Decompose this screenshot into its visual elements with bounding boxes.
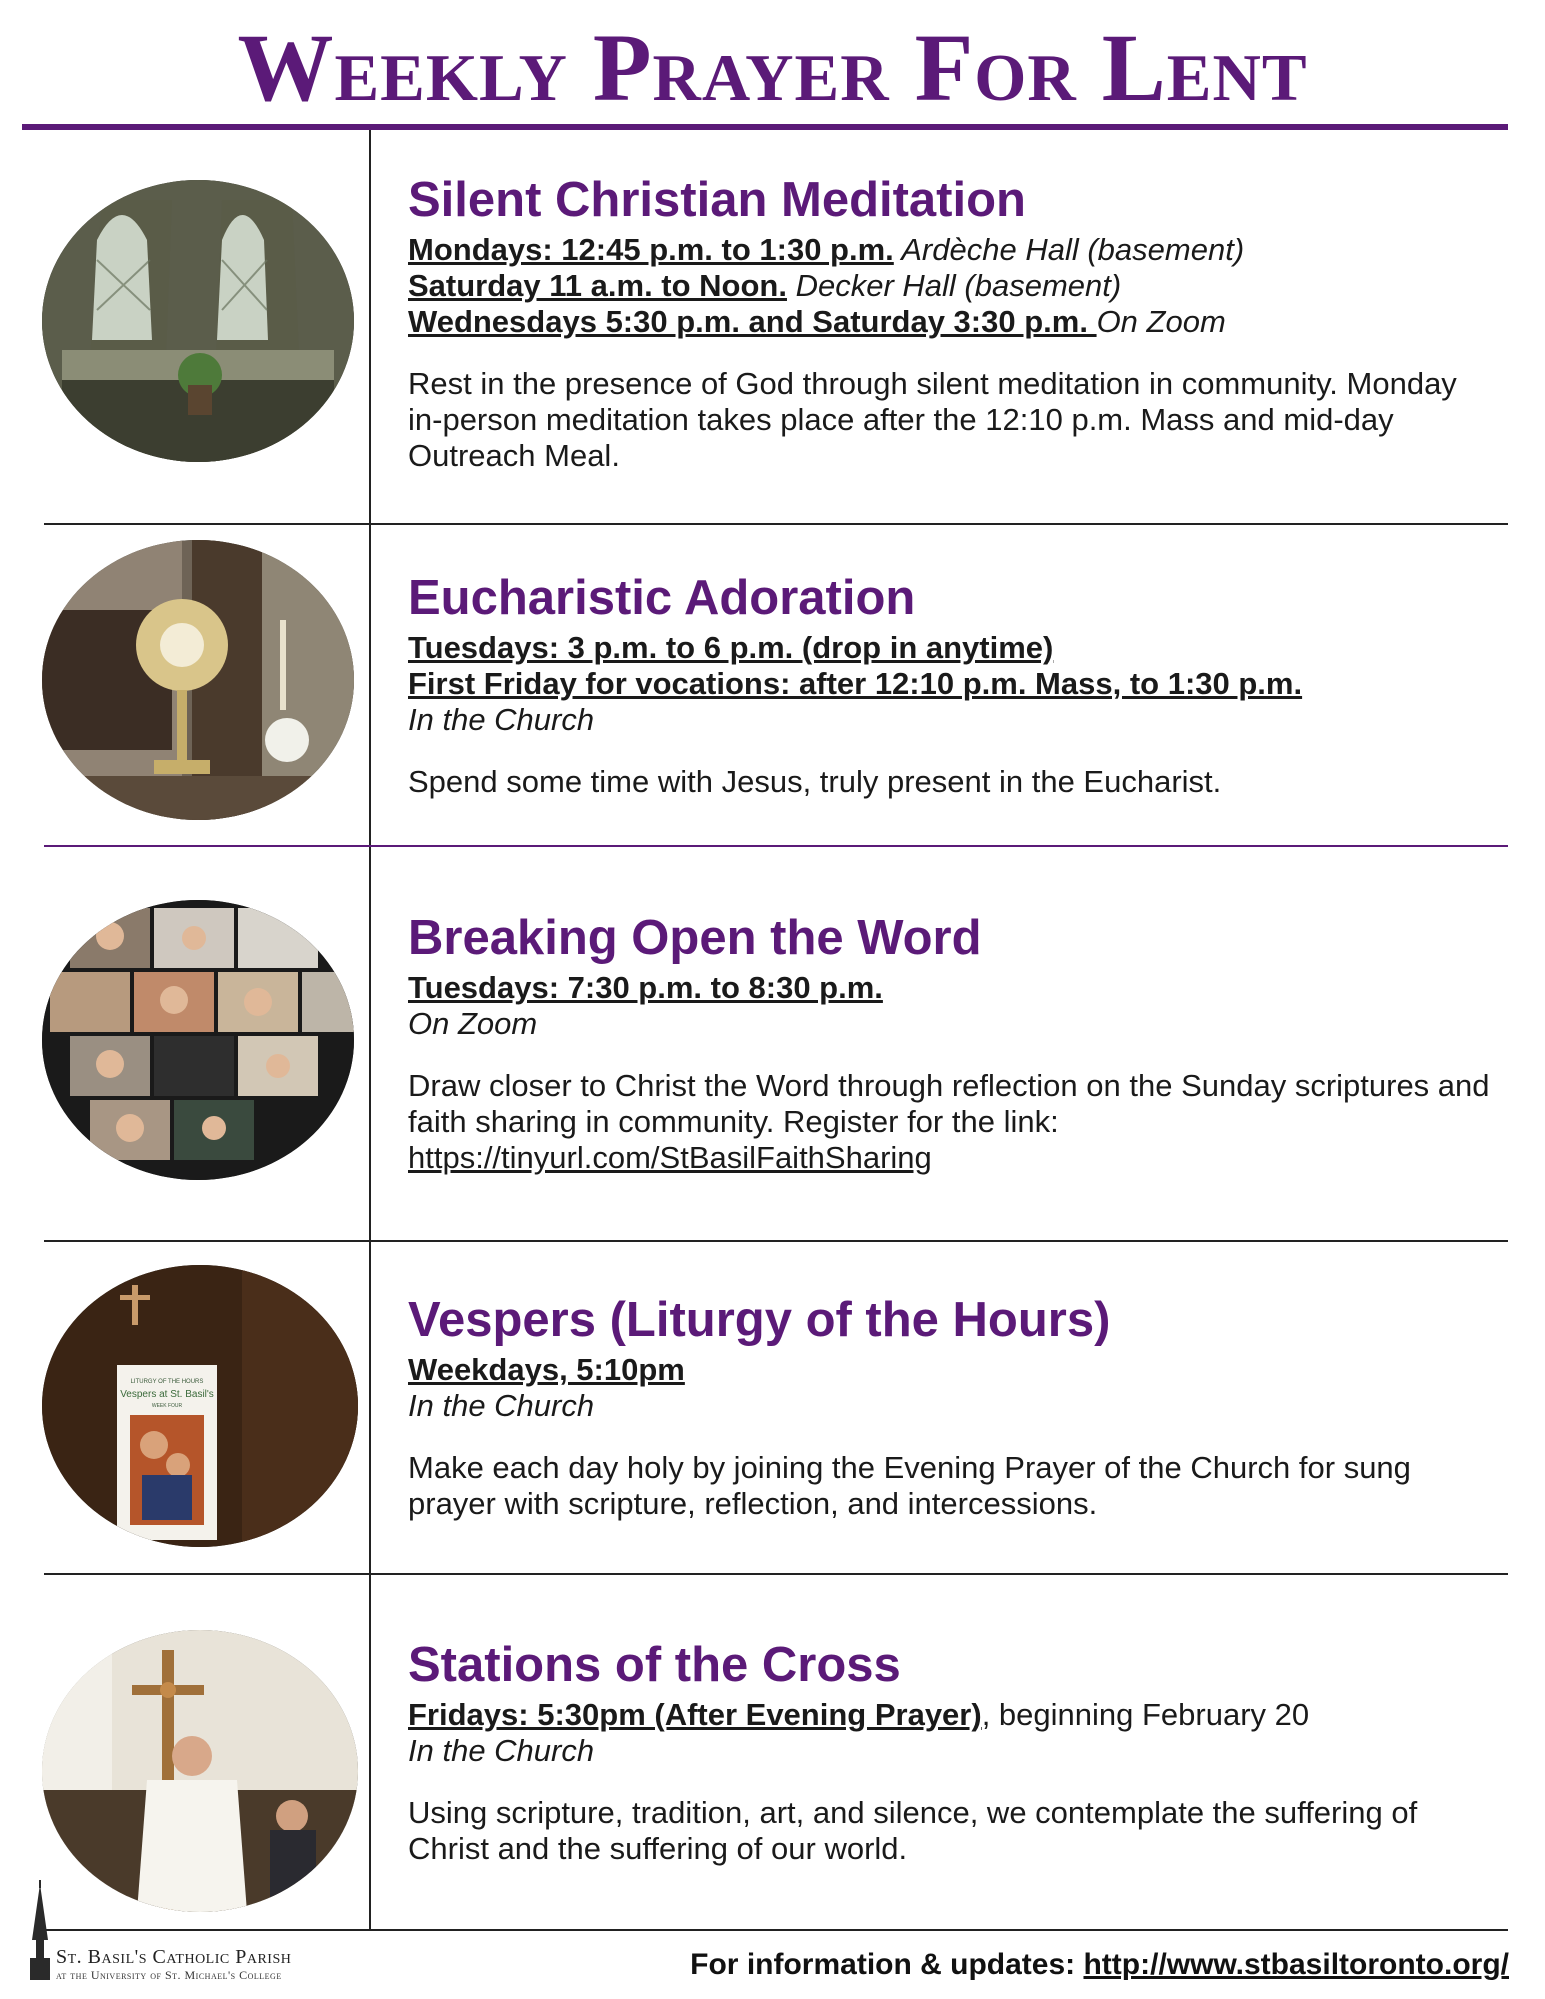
zoom-photo (42, 900, 354, 1180)
schedule-line (408, 232, 1498, 268)
schedule-location: On Zoom (408, 1006, 538, 1041)
section-description: Rest in the presence of God through silent meditation in community. Monday in-person meditation takes place after the 12:10 p.m. Mass and mid-day Outreach Meal. (408, 366, 1457, 473)
schedule-time: Mondays: 12:45 p.m. to 1:30 p.m. (408, 232, 894, 267)
parish-subtitle: at the University of St. Michael's College (56, 1968, 282, 1982)
vespers-photo (42, 1265, 358, 1547)
schedule-line (408, 1352, 1498, 1388)
section-description: Make each day holy by joining the Evening Prayer of the Church for sung prayer with scripture, reflection, and intercessions. (408, 1450, 1411, 1521)
section-title: Eucharistic Adoration (408, 571, 916, 625)
section-description (408, 1068, 1498, 1176)
schedule-location: Decker Hall (basement) (786, 268, 1122, 303)
schedule-location: Ardèche Hall (basement) (893, 232, 1245, 267)
schedule-line (408, 666, 1498, 702)
adoration-photo (42, 540, 354, 820)
row-divider (44, 845, 1508, 847)
schedule-time: Wednesdays 5:30 p.m. and Saturday 3:30 p.m. (408, 304, 1097, 339)
schedule-line (408, 970, 1498, 1006)
section-silent-meditation (408, 172, 1498, 474)
row-divider (44, 1573, 1508, 1575)
row-divider (44, 1240, 1508, 1242)
schedule-time: Tuesdays: 7:30 p.m. to 8:30 p.m. (408, 970, 883, 1005)
schedule-time: Weekdays, 5:10pm (408, 1352, 685, 1387)
row-divider (44, 523, 1508, 525)
schedule-location: On Zoom (1096, 304, 1226, 339)
schedule-line (408, 1006, 1498, 1042)
schedule-line (408, 304, 1498, 340)
schedule-time: Saturday 11 a.m. to Noon. (408, 268, 787, 303)
section-description: Spend some time with Jesus, truly present in the Eucharist. (408, 764, 1222, 799)
section-description: Using scripture, tradition, art, and silence, we contemplate the suffering of Christ and the suffering of our world. (408, 1795, 1418, 1866)
section-title: Silent Christian Meditation (408, 173, 1026, 227)
schedule-line (408, 1697, 1498, 1733)
meditation-photo (42, 180, 354, 462)
schedule-line (408, 1733, 1498, 1769)
section-title: Breaking Open the Word (408, 911, 982, 965)
schedule-location: In the Church (408, 702, 595, 737)
section-vespers (408, 1292, 1498, 1522)
website-link[interactable]: http://www.stbasiltoronto.org/ (1083, 1948, 1509, 1981)
parish-name: St. Basil's Catholic Parish (56, 1946, 292, 1968)
section-eucharistic-adoration (408, 570, 1498, 800)
section-breaking-open-the-word (408, 910, 1498, 1176)
schedule-time: Tuesdays: 3 p.m. to 6 p.m. (drop in anytime) (408, 630, 1054, 665)
stations-photo (42, 1630, 358, 1912)
schedule-location: In the Church (408, 1388, 595, 1423)
booklet-line2: Vespers at St. Basil's (120, 1389, 214, 1400)
column-divider (369, 130, 371, 1930)
description-text: Draw closer to Christ the Word through reflection on the Sunday scriptures and faith sharing in community. Register for the link: (408, 1068, 1490, 1139)
booklet-line3: WEEK FOUR (151, 1403, 183, 1409)
section-title: Stations of the Cross (408, 1638, 901, 1692)
schedule-time: First Friday for vocations: after 12:10 p.m. Mass, to 1:30 p.m. (408, 666, 1303, 701)
info-label: For information & updates: (690, 1948, 1084, 1981)
schedule-note: , beginning February 20 (981, 1697, 1310, 1732)
registration-link[interactable]: https://tinyurl.com/StBasilFaithSharing (408, 1140, 932, 1175)
schedule-line (408, 630, 1498, 666)
section-stations-of-the-cross (408, 1637, 1498, 1867)
booklet-line1: LITURGY OF THE HOURS (130, 1379, 204, 1385)
schedule-time: Fridays: 5:30pm (After Evening Prayer) (408, 1697, 982, 1732)
schedule-line (408, 702, 1498, 738)
schedule-line (408, 268, 1498, 304)
schedule-line (408, 1388, 1498, 1424)
page-title: Weekly Prayer For Lent (237, 14, 1308, 121)
title-divider (22, 124, 1508, 130)
section-title: Vespers (Liturgy of the Hours) (408, 1293, 1111, 1347)
footer-info (690, 1948, 1509, 1982)
schedule-location: In the Church (408, 1733, 595, 1768)
